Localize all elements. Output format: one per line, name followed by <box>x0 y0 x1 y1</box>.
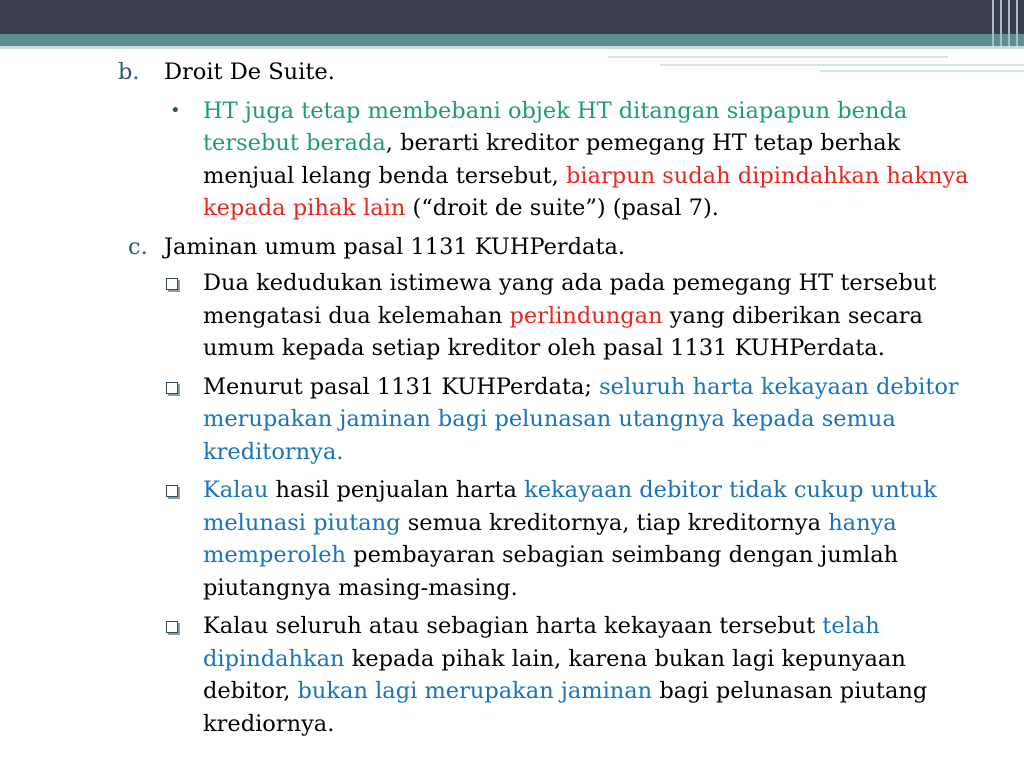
slide-content <box>0 56 1024 740</box>
text-run: Kalau seluruh atau sebagian harta kekayaan tersebut <box>203 613 823 639</box>
text-run: Dua kedudukan istimewa yang ada pada pemegang HT tersebut mengatasi dua kelemahan <box>203 270 937 329</box>
section-c-point-2-text <box>0 371 973 469</box>
text-run: kepada pihak lain, karena bukan lagi kepunyaan debitor, <box>203 645 906 704</box>
section-c-point-1-text <box>0 267 973 365</box>
checkbox-bullet-icon <box>166 485 178 497</box>
text-run: , berarti kreditor pemegang HT tetap berhak menjual lelang benda tersebut, <box>203 130 901 189</box>
checkbox-bullet-icon <box>166 278 178 290</box>
highlight-blue: bukan lagi merupakan jaminan <box>297 678 653 704</box>
checkbox-bullet-icon <box>166 382 178 394</box>
section-b-point-text <box>0 95 973 225</box>
header-vertical-line-1 <box>992 0 994 46</box>
section-c-point-3 <box>0 474 1024 604</box>
section-c-title: Jaminan umum pasal 1131 KUHPerdata. <box>164 233 626 260</box>
checkbox-bullet-icon <box>166 621 178 633</box>
section-c-point-4-text <box>0 610 973 740</box>
section-b-marker: b. <box>118 59 140 85</box>
disc-bullet-icon: • <box>170 99 181 121</box>
section-b-heading <box>0 56 1024 89</box>
section-c-point-2 <box>0 371 1024 469</box>
highlight-green: HT juga tetap membebani objek HT ditangan siapapun benda tersebut berada <box>203 97 908 156</box>
highlight-red: biarpun sudah dipindahkan haknya kepada pihak lain <box>203 162 969 221</box>
section-c-point-4 <box>0 610 1024 740</box>
text-run: (“droit de suite”) (pasal 7). <box>405 195 719 221</box>
header-dark-band <box>0 0 1024 34</box>
text-run: yang diberikan secara umum kepada setiap kreditor oleh pasal 1131 KUHPerdata. <box>203 302 923 361</box>
header-vertical-line-4 <box>1016 0 1018 46</box>
text-run: bagi pelunasan piutang krediornya. <box>203 678 928 737</box>
section-c-point-1 <box>0 267 1024 365</box>
header-teal-band <box>0 34 1024 46</box>
text-run: hasil penjualan harta <box>268 477 525 503</box>
highlight-blue: kekayaan debitor tidak cukup untuk melunasi piutang <box>203 477 937 536</box>
section-c-heading <box>0 231 1024 264</box>
highlight-blue: hanya memperoleh <box>203 509 897 568</box>
header-light-band <box>0 46 1024 49</box>
text-run: pembayaran sebagian seimbang dengan jumlah piutangnya masing-masing. <box>203 542 899 601</box>
section-c-marker: c. <box>128 233 148 260</box>
highlight-blue: Kalau <box>203 477 269 503</box>
highlight-red: perlindungan <box>509 302 663 329</box>
highlight-blue: seluruh harta kekayaan debitor merupakan jaminan bagi pelunasan utangnya kepada semua kreditornya. <box>203 373 959 465</box>
highlight-blue: telah dipindahkan <box>203 613 880 672</box>
text-run: semua kreditornya, tiap kreditornya <box>400 509 829 536</box>
text-run: Menurut pasal 1131 KUHPerdata; <box>203 373 600 400</box>
header-vertical-line-3 <box>1008 0 1010 46</box>
section-b-title: Droit De Suite. <box>164 59 335 85</box>
section-c-point-3-text <box>0 474 973 604</box>
header-vertical-line-2 <box>1000 0 1002 46</box>
section-b-point <box>0 95 1024 225</box>
